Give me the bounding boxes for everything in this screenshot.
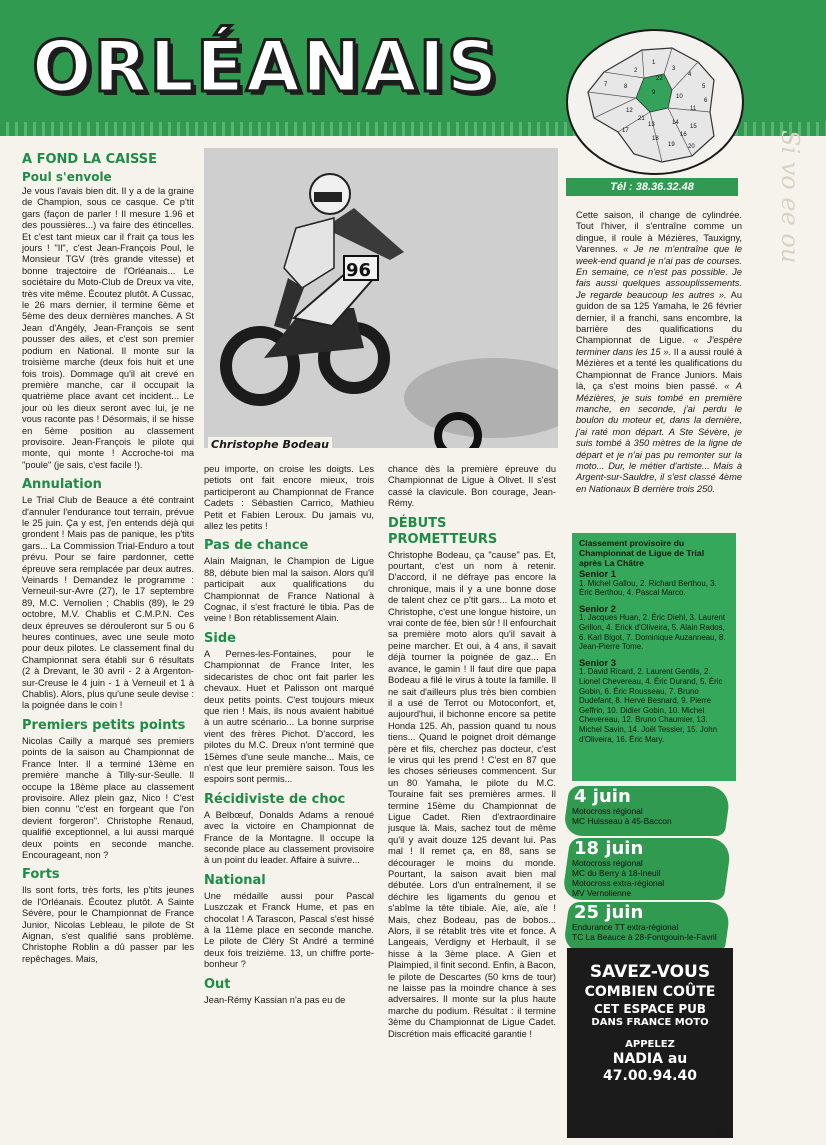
heading-a-fond-la-caisse: A FOND LA CAISSE — [22, 152, 158, 167]
rider-photo — [204, 148, 558, 448]
event-item — [566, 784, 736, 836]
event-type: Endurance TT extra-régional — [572, 922, 679, 932]
map-number: 20 — [688, 144, 695, 150]
map-number: 21 — [638, 116, 645, 122]
article-paragraph: Christophe Bodeau, ça "cause" pas. Et, pourtant, c'est un nom à retenir. D'accord, il ne défraye pas encore la chronique, mais il y a une bonne dose de talent chez ce p'tit gars... La moto et Christophe, c'est une longue histoire, un vrai conte de fée, bien sûr ! Il enfourchait sa première moto alors qu'il savait à peine marcher. Et oui, à 4 ans, il savait déjà tourner la poignée de gaz... En avance, le gamin ! Il faut dire que papa Bodeau a filé le virus à toute la famille. Il ne sait d'ailleurs plus très bien combien il a usé de Terrot ou Motoconfort, et, aujourd'hui, il bichonne encore sa petite Honda 125. Ah, passion quand tu nous tiens... Quand le poignet droit démange père et fils, cherchez pas docteur, c'est le virus qui les prend ! C'est en 87 que les choses sérieuses commencent. Sur un 80 Yamaha, le pilote du M.C. Touraine fait ses premières armes. Il termine 15ème du Championnat de Ligue Cadet. Rien d'extraordinaire jusque là. Mais, sachez tout de même qu'il y avait douze 125 devant lui. Pas mal ! Il remet ça, en 88, sans se décourager le moins du monde. Pourtant, la saison avait bien mal débutée. Lors d'un entraînement, il se déchire les ligaments du genou et s'abîme la tête tibiale. Aïe, aïe, aïe ! Mais, chez Bodeau, pas de bobos... Alors, il se rétablit très vite et fonce. A Langeais, Verdigny et Herbault, il se hisse à la 3ème place. A Gien et Plaimpied, il finit second. Enfin, à Bacon, le pilote de Descartes (50 kms de tour) ne laisse pas la moindre chance à ses adversaires. Il monte sur la plus haute marche du podium. Résultat : il termine 3ème du Championnat de Ligue Cadet. Discrétion mais efficacité garantie ! — [388, 549, 556, 1039]
advert-line: APPELEZ — [625, 1039, 675, 1050]
subheading-poul: Poul s'envole — [22, 170, 112, 184]
column-3 — [388, 464, 556, 1041]
map-number: 4 — [688, 72, 692, 78]
article-text: Il a aussi roulé à Mézières et a tenté les qualifications du Championnat de France Juniors. Mais là, ça s'est moins bien passé. — [576, 346, 742, 392]
map-number: 11 — [690, 106, 697, 112]
standings-title: Classement provisoire du Championnat de Ligue de Trial après La Châtre — [579, 538, 705, 568]
event-item — [566, 900, 736, 952]
map-number: 1 — [652, 60, 656, 66]
article-paragraph: Je vous l'avais bien dit. Il y a de la graine de Champion, sous ce casque. Ce p'tit gars (façon de parler ! Il mesure 1.96 et des poussières...) va faire des étincelles. Et c'est tant mieux car il f'rait ça tous les jours ! "Il", c'est Jean-François Poul, le Monsieur TGV (très grande vitesse) et bonne trajectoire de l'Orléanais... Le sociétaire du Moto-Club de Dreux va vite, très vite même. Écoutez plutôt. A Cussac, le 26 mars dernier, il termine 6ème et 5ème des deux dernières manches. A St Jean d'Angély, Jean-François se sent pousser des ailes, et c'est son premier podium en National. Il monte sur la troisième marche (deux fois huit et une fois trois). Dommage qu'il ait crevé en première manche, car il occupait la quatrième place avant cet incident... Le jour où les dieux seront avec lui, je ne vous raconte pas ! Désormais, il se hisse en 5ème position au classement provisoire. Jean-François le pilote qui monte, qui monte ! Accroche-toi ma "poule" (je sais, c'est facile !). — [22, 186, 194, 470]
article-paragraph: Le Trial Club de Beauce a été contraint d'annuler l'endurance tout terrain, prévue le 25 juin. Ça y est, j'en entends déjà qui grondent ! Mais pas de panique, les p'tits gars... La Commission Trial-Enduro a tout prévu. Pour se faire pardonner, cette épreuve sera remplacée par deux autres. Veinards ! Demandez le programme : Verneuil-sur-Avre (27), le 17 septembre 89, M.C. Vernolien ; Chablis (89), le 29 octobre, M.V. Chablis et C.M.P.N. Ces deux épreuves se dérouleront sur 5 ou 6 heures continues, avec une seule moto pour deux pilotes. Le classement final du Championnat sera établi sur 6 résultats (2 à Drevant, le 30 avril - 2 à Argenton-sur-Creuse le 4 juin - 1 à Verneuil et 1 à Chablis). Alors, plus qu'une seule devise : la poignée dans le coin ! — [22, 495, 194, 711]
article-text: Cette saison, il change de cylindrée. Tout l'hiver, il s'entraîne comme un dingue, il roule à Mézières, Tauxigny, Varennes. — [576, 210, 742, 255]
map-number: 13 — [648, 122, 655, 128]
heading-annulation: Annulation — [22, 477, 102, 493]
heading-premiers-points: Premiers petits points — [22, 717, 186, 733]
article-paragraph: Jean-Rémy Kassian n'a pas eu de — [204, 994, 346, 1005]
event-date: 4 juin — [574, 786, 631, 807]
article-paragraph: Alain Maignan, le Champion de Ligue 88, débute bien mal la saison. Alors qu'il participait aux qualifications du Championnat de France National à Cognac, il s'est fracturé le tibia. Pas de veine ! Bon rétablissement Alain. — [204, 556, 374, 624]
advert-line: DANS FRANCE MOTO — [591, 1017, 709, 1028]
event-type: Motocross régional — [572, 806, 643, 816]
event-club: TC La Beauce à 28-Fontgouin-le-Favril — [572, 932, 717, 942]
article-paragraph: Une médaille aussi pour Pascal Luszczak et Franck Hume, et pas en chocolat ! A Tarascon, Pascal s'est hissé à la 11ème place en seconde manche. Le pilote de Cléry St André a terminé deux fois treizième. 13, un chiffre porte-bonheur ? — [204, 890, 374, 970]
heading-pas-de-chance: Pas de chance — [204, 538, 309, 554]
advert-line: CET ESPACE PUB — [593, 1002, 707, 1016]
event-club: MV Vernolienne — [572, 888, 632, 898]
senior-3-title: Senior 3 — [579, 656, 616, 668]
senior-2-title: Senior 2 — [579, 602, 616, 614]
advert-line: COMBIEN COÛTE — [584, 984, 716, 1000]
number-plate: 96 — [346, 260, 372, 281]
map-number: 17 — [622, 128, 629, 134]
event-item — [566, 836, 736, 900]
region-map — [564, 28, 746, 178]
event-type: Motocross extra-régional — [572, 878, 665, 888]
article-paragraph: Ils sont forts, très forts, les p'tits jeunes de l'Orléanais. Écoutez plutôt. A Sainte Sévère, pour le Championnat de France Junior, Nicolas Lebleau, le pilote de St Aignan, s'est qualifié sans problème. Christophe Roblin a dû passer par les repêchages. Mais, — [22, 885, 194, 964]
map-number: 19 — [668, 142, 675, 148]
map-number: 6 — [704, 98, 708, 104]
map-number: 15 — [690, 124, 697, 130]
event-type: Motocross régional — [572, 858, 643, 868]
standings-box — [572, 533, 736, 781]
article-paragraph: peu importe, on croise les doigts. Les petiots ont fait encore mieux, trois participeront au Championnat de France Cadets : Sébastien Carrico, Mathieu Petit et Fabien Leroux. Du jamais vu, allez les petits ! — [204, 464, 374, 532]
phone-banner: Tél : 38.36.32.48 — [566, 178, 738, 196]
page-number: 69 — [714, 1124, 729, 1139]
map-number: 7 — [604, 82, 608, 88]
event-calendar — [566, 784, 736, 944]
event-club: MC Huisseau à 45-Baccon — [572, 816, 672, 826]
advert-line: NADIA au — [612, 1051, 688, 1067]
map-number: 8 — [624, 84, 628, 90]
map-number: 2 — [634, 68, 638, 74]
column-1 — [22, 152, 194, 966]
page-title: ORLÉANAIS — [32, 26, 500, 108]
article-paragraph: A Pernes-les-Fontaines, pour le Championnat de France Inter, les sidecaristes de choc ont fait parler les chevaux. Huet et Palisson ont marqué deux petits points. C'est toujours mieux que rien ! Mais, ils nous avaient habitué à un autre scénario... La bonne surprise vient des frères Pichot. D'accord, les pilotes du M.C. Dreux n'ont terminé que 15èmes d'une seule manche... Mais, ce n'est que leur première saison. Tous les espoirs sont permis... — [204, 648, 374, 785]
article-text: Au guidon de sa 125 Yamaha, le 26 février dernier, il a franchi, sans encombre, la barrière des qualifications du Championnat de Ligue. — [576, 289, 742, 346]
event-club: MC du Berry à 18-Ineuil — [572, 868, 661, 878]
advert-line: SAVEZ-VOUS — [589, 962, 711, 982]
show-through-text: Si vo ee ou — [776, 130, 804, 264]
article-paragraph: chance dès la première épreuve du Championnat de Ligue à Olivet. Il s'est cassé la clavicule. Bon courage, Jean-Rémy. — [388, 464, 556, 509]
event-date: 25 juin — [574, 902, 644, 923]
senior-3-list: 1. David Ricard, 2. Laurent Gentils, 2. Lionel Chevereau, 4. Éric Durand, 5. Éric Gobin, 6. Éric Rousseau, 7. Bruno Dudefant, 8. Hervé Besnard, 9. Pierre Geffrin, 10. Didier Gobin, 10. Michel Chevereau, 12. Bruno Chaumier, 13. Michel Savin, 14. Joël Tessier, 15. John d'Oliveira, 16. Éric Mary. — [579, 667, 723, 744]
map-number: 9 — [652, 90, 656, 96]
map-number: 16 — [680, 132, 687, 138]
senior-1-list: 1. Michel Gallou, 2. Richard Berthou, 3. Éric Berthou, 4. Pascal Marco. — [579, 578, 717, 598]
quote-text: « J'espère terminer dans les 15 ». — [576, 335, 742, 357]
heading-out: Out — [204, 976, 231, 992]
photo-caption: Christophe Bodeau — [208, 437, 332, 452]
column-4 — [576, 210, 742, 496]
article-paragraph: Nicolas Cailly a marqué ses premiers points de la saison au Championnat de France Inter. Il a terminé 13ème en première manche à Tilly-sur-Seulle. Il occupe la 18ème place au classement provisoire. Allez plein gaz, Nico ! C'est bien connu "c'est en forgeant que l'on devient forgeron". Christophe Renaud, qualifié exceptionnel, a lui aussi marqué deux points en seconde manche. Encourageant, non ? — [22, 735, 194, 860]
quote-text: « Je ne m'entraîne que le week-end quand je n'ai pas de courses. En semaine, ce n'est pas possible. Je fais aussi quelques assouplissements. Je regarde beaucoup les autres ». — [576, 244, 742, 300]
senior-2-list: 1. Jacques Huan, 2. Éric Diehl, 3. Laurent Grillon, 4. Erick d'Oliveira, 5. Alain Rados, 6. Karl Bigot, 7. Dominique Auzanneau, 8. Jean-Pierre Tome. — [579, 613, 726, 652]
heading-forts: Forts — [22, 867, 60, 883]
advert-phone: 47.00.94.40 — [603, 1068, 697, 1084]
advert-box — [567, 948, 733, 1138]
heading-debuts-prometteurs: DÉBUTS PROMETTEURS — [388, 515, 498, 547]
map-number: 22 — [656, 76, 663, 82]
map-number: 3 — [672, 66, 676, 72]
map-number: 18 — [652, 136, 659, 142]
heading-side: Side — [204, 630, 236, 646]
heading-recidiviste: Récidiviste de choc — [204, 791, 346, 807]
map-number: 14 — [672, 120, 679, 126]
map-number: 10 — [676, 94, 683, 100]
heading-national: National — [204, 872, 266, 888]
senior-1-title: Senior 1 — [579, 568, 616, 579]
column-2 — [204, 464, 374, 1007]
quote-text: « A Mézières, je suis tombé en première manche, en seconde, j'ai perdu le boulon du moteur et, dans la dernière, j'ai raté mon départ. A Ste Sévère, je suis tombé à 350 mètres de la ligne de départ et je n'ai pas pu remonter sur la moto... Dur, le métier d'artiste... Mais à Argent-sur-Sauldre, il s'est classé 4ème en Nationaux B derrière trois 250. — [576, 381, 742, 494]
map-number: 5 — [702, 84, 706, 90]
map-number: 12 — [626, 108, 633, 114]
article-paragraph: A Belbœuf, Donalds Adams a renoué avec la victoire en Championnat de France de la Montagne. Il occupe la seconde place au classement provisoire à un point du leader. Affaire à suivre... — [204, 809, 374, 866]
event-date: 18 juin — [574, 838, 644, 859]
